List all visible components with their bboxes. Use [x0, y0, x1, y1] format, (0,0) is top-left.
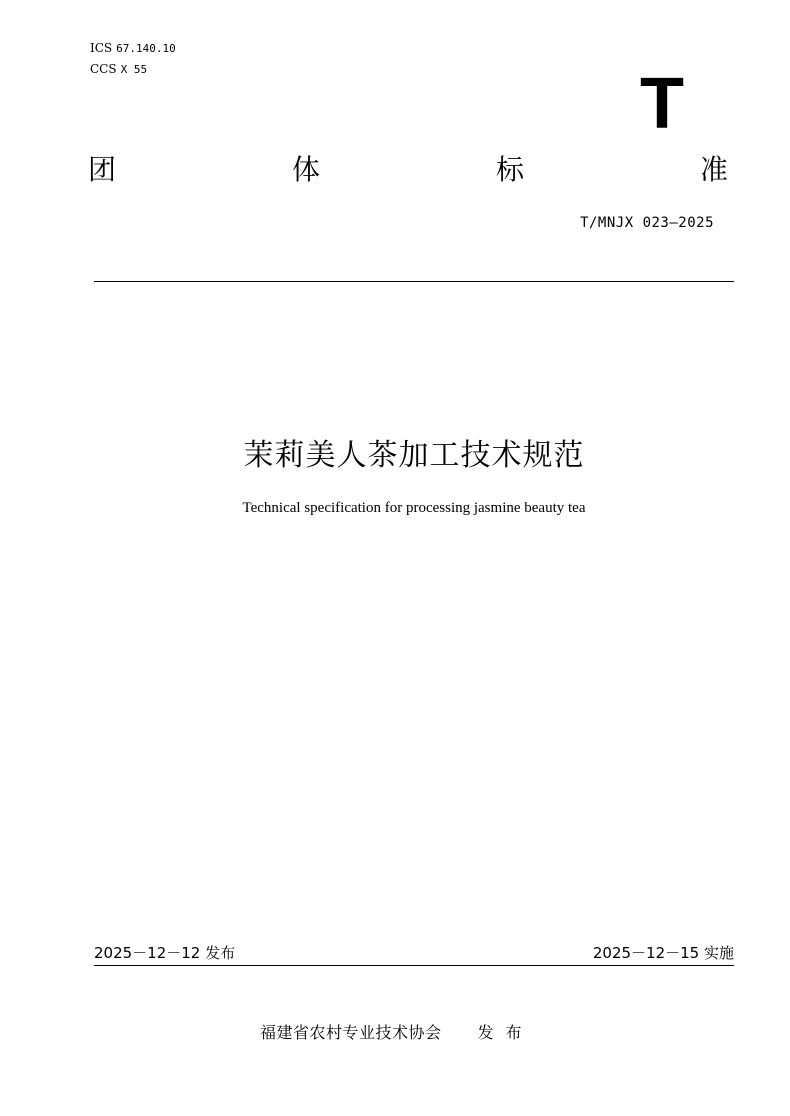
publisher-line	[260, 1020, 534, 1043]
top-divider	[94, 281, 734, 282]
publish-action: 发布	[477, 1023, 534, 1042]
ccs-label: CCS	[90, 62, 117, 76]
ics-line	[90, 38, 176, 59]
document-title-chinese: 茉莉美人茶加工技术规范	[243, 438, 585, 473]
publisher-name: 福建省农村专业技术协会	[260, 1023, 442, 1042]
ccs-code: X 55	[120, 63, 148, 76]
implementation-date: 2025－12－15 实施	[592, 944, 734, 962]
ccs-line	[90, 59, 176, 80]
standard-type-mark: T	[640, 64, 684, 144]
category-char: 准	[699, 153, 728, 186]
ics-label: ICS	[90, 41, 113, 55]
standard-number: T/MNJX 023—2025	[580, 215, 714, 231]
classification-codes	[90, 38, 176, 80]
ics-code: 67.140.10	[116, 42, 176, 55]
bottom-divider	[94, 965, 734, 966]
issue-date: 2025－12－12 发布	[94, 944, 236, 962]
standard-category	[88, 150, 728, 190]
document-title-english: Technical specification for processing jasmine beauty tea	[242, 500, 586, 516]
category-char: 团	[88, 153, 117, 186]
category-char: 体	[291, 153, 320, 186]
category-char: 标	[495, 153, 524, 186]
